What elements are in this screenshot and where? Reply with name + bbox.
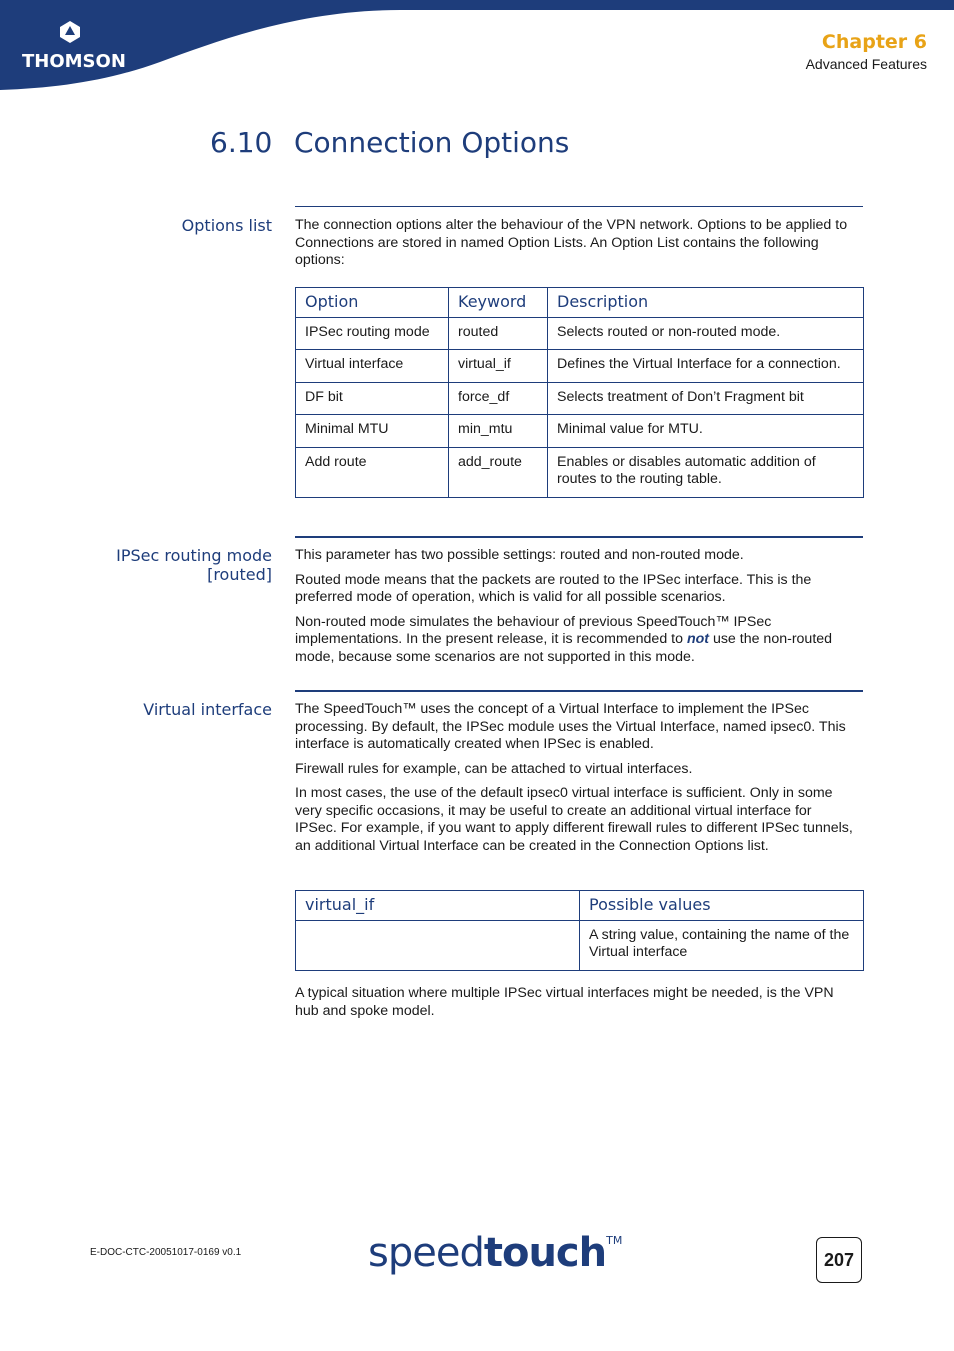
paragraph [295, 614, 857, 667]
table-header-cell: Keyword [449, 288, 548, 318]
document-id: E-DOC-CTC-20051017-0169 v0.1 [90, 1247, 242, 1258]
chapter-subtitle: Advanced Features [805, 56, 927, 72]
table-header-cell: Possible values [580, 891, 864, 921]
table-cell [296, 920, 580, 970]
table-cell: A string value, containing the name of the Virtual interface [580, 920, 864, 970]
table-cell: add_route [449, 447, 548, 497]
brand-light: speed [368, 1230, 484, 1276]
options-table [295, 287, 864, 498]
logo-text: THOMSON [22, 51, 126, 72]
virtual-interface-label: Virtual interface [143, 700, 272, 719]
section-divider [295, 690, 863, 692]
virtual-interface-body [295, 701, 857, 862]
paragraph: Firewall rules for example, can be attached to virtual interfaces. [295, 760, 693, 777]
section-title: Connection Options [294, 126, 570, 159]
table-row [296, 382, 864, 415]
table-header-cell: Description [548, 288, 864, 318]
page-number: 207 [816, 1237, 862, 1283]
paragraph: A typical situation where multiple IPSec virtual interfaces might be needed, is the VPN hub and spoke model. [295, 985, 834, 1019]
section-divider [295, 206, 863, 207]
table-cell: Minimal MTU [296, 415, 449, 448]
options-list-label: Options list [181, 216, 272, 235]
table-row [296, 350, 864, 383]
table-header-cell: virtual_if [296, 891, 580, 921]
table-header-row [296, 288, 864, 318]
table-cell: virtual_if [449, 350, 548, 383]
table-header-cell: Option [296, 288, 449, 318]
paragraph: Routed mode means that the packets are routed to the IPSec interface. This is the preferred mode of operation, which is valid for all possible scenarios. [295, 571, 812, 605]
brand-bold: touch [483, 1230, 607, 1276]
table-cell: Minimal value for MTU. [548, 415, 864, 448]
label-line: [routed] [207, 565, 272, 584]
table-row [296, 317, 864, 350]
table-row [296, 920, 864, 970]
virtual-interface-closing [295, 985, 857, 1027]
table-cell: Selects routed or non-routed mode. [548, 317, 864, 350]
paragraph: The connection options alter the behaviour of the VPN network. Options to be applied to Connections are stored in named Option Lists. An Option List contains the following options: [295, 217, 848, 268]
virtual-if-table [295, 890, 864, 971]
paragraph: The SpeedTouch™ uses the concept of a Virtual Interface to implement the IPSec processing. By default, the IPSec module uses the Virtual Interface, named ipsec0. This interface is automatically created when IPSec is enabled. [295, 701, 846, 752]
section-number: 6.10 [210, 126, 273, 159]
speedtouch-logo [368, 1230, 622, 1276]
routing-mode-label [72, 546, 272, 584]
table-cell: Enables or disables automatic addition of routes to the routing table. [548, 447, 864, 497]
text-span: Non-routed mode simulates the behaviour of previous SpeedTouch™ IPSec implementations. In the present release, it is recommended to [295, 613, 772, 647]
options-list-intro [295, 217, 857, 277]
table-cell: min_mtu [449, 415, 548, 448]
section-divider [295, 536, 863, 538]
table-cell: routed [449, 317, 548, 350]
label-line: IPSec routing mode [116, 546, 272, 565]
text-span: use the non-routed mode, because some scenarios are not supported in this mode. [295, 631, 833, 665]
thomson-logo-icon [58, 20, 82, 44]
table-cell: Selects treatment of Don’t Fragment bit [548, 382, 864, 415]
thomson-logo [22, 20, 126, 72]
chapter-heading [806, 31, 927, 72]
table-cell: force_df [449, 382, 548, 415]
trademark: TM [606, 1234, 623, 1247]
table-cell: Defines the Virtual Interface for a connection. [548, 350, 864, 383]
table-header-row [296, 891, 864, 921]
table-cell: IPSec routing mode [296, 317, 449, 350]
paragraph: In most cases, the use of the default ipsec0 virtual interface is sufficient. Only in some very specific occasions, it may be useful to create an additional virtual interface for IPSec. For example, if you want to apply different firewall rules to different IPSec tunnels, an additional Virtual Interface can be created in the Connection Options list. [295, 785, 853, 854]
table-row [296, 415, 864, 448]
paragraph: This parameter has two possible settings: routed and non-routed mode. [295, 547, 744, 563]
routing-mode-body [295, 547, 857, 673]
table-cell: Virtual interface [296, 350, 449, 383]
table-cell: Add route [296, 447, 449, 497]
table-row [296, 447, 864, 497]
table-cell: DF bit [296, 382, 449, 415]
page-title [210, 126, 569, 159]
chapter-label: Chapter 6 [821, 31, 927, 53]
emphasis: not [686, 631, 709, 647]
